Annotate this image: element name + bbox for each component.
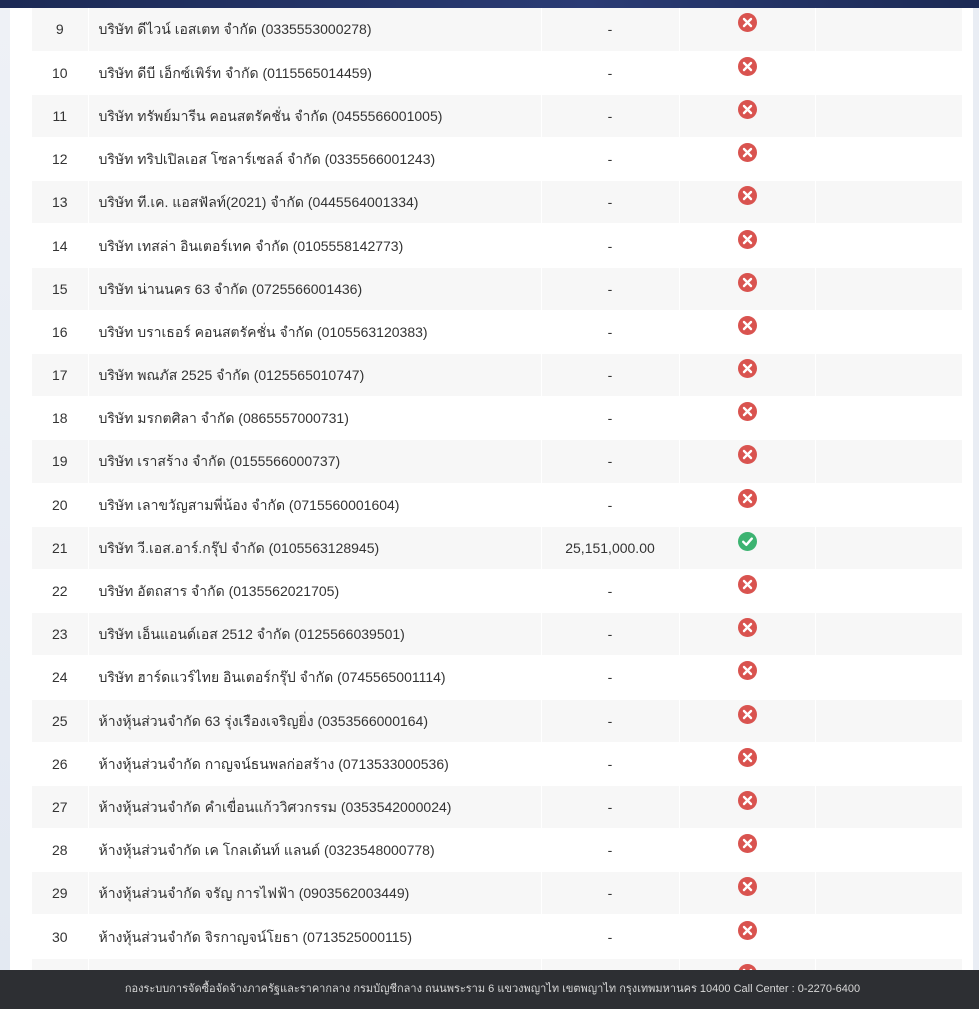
page-footer <box>0 970 979 1009</box>
status-cell <box>679 699 815 742</box>
extra-cell <box>815 440 962 483</box>
row-number: 18 <box>32 397 88 440</box>
bid-amount: - <box>541 354 679 397</box>
extra-cell <box>815 138 962 181</box>
company-name: ห้างหุ้นส่วนจำกัด จิรกาญจน์โยธา (0713525000115) <box>88 915 541 958</box>
table-row <box>32 742 962 785</box>
row-number: 20 <box>32 483 88 526</box>
close-circle-icon <box>738 445 757 464</box>
status-cell <box>679 829 815 872</box>
status-cell <box>679 138 815 181</box>
company-name: บริษัท น่านนคร 63 จำกัด (0725566001436) <box>88 267 541 310</box>
company-name: บริษัท ฮาร์ดแวร์ไทย อินเตอร์กรุ๊ป จำกัด (0745565001114) <box>88 656 541 699</box>
close-circle-icon <box>738 705 757 724</box>
row-number: 12 <box>32 138 88 181</box>
table-row <box>32 224 962 267</box>
status-cell <box>679 526 815 569</box>
status-cell <box>679 915 815 958</box>
extra-cell <box>815 310 962 353</box>
bid-amount: - <box>541 785 679 828</box>
row-number: 22 <box>32 569 88 612</box>
table-row <box>32 785 962 828</box>
row-number: 11 <box>32 94 88 137</box>
close-circle-icon <box>738 359 757 378</box>
table-row <box>32 94 962 137</box>
table-row <box>32 8 962 51</box>
close-circle-icon <box>738 791 757 810</box>
row-number: 10 <box>32 51 88 94</box>
extra-cell <box>815 354 962 397</box>
table-row <box>32 267 962 310</box>
row-number: 30 <box>32 915 88 958</box>
table-row <box>32 526 962 569</box>
extra-cell <box>815 915 962 958</box>
row-number <box>32 958 88 970</box>
close-circle-icon <box>738 13 757 32</box>
table-row <box>32 138 962 181</box>
close-circle-icon <box>738 230 757 249</box>
status-cell <box>679 440 815 483</box>
extra-cell <box>815 526 962 569</box>
right-scroll-gutter <box>973 8 979 970</box>
status-cell <box>679 958 815 970</box>
status-cell <box>679 94 815 137</box>
bid-amount: - <box>541 51 679 94</box>
check-circle-icon <box>738 532 757 551</box>
bid-amount: 25,151,000.00 <box>541 526 679 569</box>
table-row <box>32 51 962 94</box>
table-row <box>32 181 962 224</box>
row-number: 23 <box>32 613 88 656</box>
status-cell <box>679 267 815 310</box>
left-background <box>0 8 10 970</box>
table-row <box>32 310 962 353</box>
close-circle-icon <box>738 186 757 205</box>
results-table <box>32 8 963 970</box>
bid-amount: - <box>541 267 679 310</box>
status-cell <box>679 785 815 828</box>
company-name <box>88 958 541 970</box>
extra-cell <box>815 267 962 310</box>
company-name: บริษัท เราสร้าง จำกัด (0155566000737) <box>88 440 541 483</box>
bid-amount: - <box>541 656 679 699</box>
close-circle-icon <box>738 143 757 162</box>
company-name: บริษัท ที.เค. แอสฟัลท์(2021) จำกัด (0445564001334) <box>88 181 541 224</box>
row-number: 14 <box>32 224 88 267</box>
extra-cell <box>815 569 962 612</box>
status-cell <box>679 613 815 656</box>
extra-cell <box>815 958 962 970</box>
row-number: 29 <box>32 872 88 915</box>
company-name: ห้างหุ้นส่วนจำกัด คำเขื่อนแก้ววิศวกรรม (0353542000024) <box>88 785 541 828</box>
bid-amount: - <box>541 829 679 872</box>
status-cell <box>679 656 815 699</box>
company-name: บริษัท เอ็นแอนด์เอส 2512 จำกัด (0125566039501) <box>88 613 541 656</box>
top-header-bar <box>0 0 979 8</box>
row-number: 28 <box>32 829 88 872</box>
row-number: 9 <box>32 8 88 51</box>
table-row <box>32 613 962 656</box>
close-circle-icon <box>738 273 757 292</box>
table-row <box>32 915 962 958</box>
extra-cell <box>815 872 962 915</box>
status-cell <box>679 310 815 353</box>
table-row <box>32 440 962 483</box>
company-name: ห้างหุ้นส่วนจำกัด เค โกลเด้นท์ แลนด์ (0323548000778) <box>88 829 541 872</box>
close-circle-icon <box>738 100 757 119</box>
close-circle-icon <box>738 877 757 896</box>
bid-amount: - <box>541 8 679 51</box>
extra-cell <box>815 397 962 440</box>
close-circle-icon <box>738 661 757 680</box>
bid-amount: - <box>541 872 679 915</box>
close-circle-icon <box>738 489 757 508</box>
status-cell <box>679 354 815 397</box>
status-cell <box>679 872 815 915</box>
extra-cell <box>815 224 962 267</box>
table-row <box>32 699 962 742</box>
table-row <box>32 656 962 699</box>
row-number: 26 <box>32 742 88 785</box>
extra-cell <box>815 51 962 94</box>
bid-amount <box>541 958 679 970</box>
row-number: 27 <box>32 785 88 828</box>
bid-amount: - <box>541 569 679 612</box>
company-name: บริษัท มรกตศิลา จำกัด (0865557000731) <box>88 397 541 440</box>
company-name: บริษัท ดีไวน์ เอสเตท จำกัด (0335553000278) <box>88 8 541 51</box>
table-row <box>32 569 962 612</box>
row-number: 17 <box>32 354 88 397</box>
bid-amount: - <box>541 915 679 958</box>
status-cell <box>679 483 815 526</box>
close-circle-icon <box>738 834 757 853</box>
close-circle-icon <box>738 57 757 76</box>
row-number: 25 <box>32 699 88 742</box>
row-number: 15 <box>32 267 88 310</box>
footer-text: กองระบบการจัดซื้อจัดจ้างภาครัฐและราคากลาง กรมบัญชีกลาง ถนนพระราม 6 แขวงพญาไท เขตพญาไท กรุงเทพมหานคร 10400 Call Center : 0-2270-6400 <box>124 983 861 995</box>
company-name: บริษัท วี.เอส.อาร์.กรุ๊ป จำกัด (0105563128945) <box>88 526 541 569</box>
bid-amount: - <box>541 138 679 181</box>
status-cell <box>679 397 815 440</box>
bid-amount: - <box>541 181 679 224</box>
close-circle-icon <box>738 575 757 594</box>
table-row <box>32 829 962 872</box>
row-number: 19 <box>32 440 88 483</box>
company-name: บริษัท เลาขวัญสามพี่น้อง จำกัด (0715560001604) <box>88 483 541 526</box>
extra-cell <box>815 699 962 742</box>
company-name: บริษัท บราเธอร์ คอนสตรัคชั่น จำกัด (0105563120383) <box>88 310 541 353</box>
content-panel <box>10 8 973 970</box>
status-cell <box>679 224 815 267</box>
table-row <box>32 354 962 397</box>
status-cell <box>679 8 815 51</box>
close-circle-icon <box>738 316 757 335</box>
results-table-wrapper <box>32 8 962 970</box>
table-row <box>32 483 962 526</box>
extra-cell <box>815 8 962 51</box>
bid-amount: - <box>541 613 679 656</box>
company-name: ห้างหุ้นส่วนจำกัด กาญจน์ธนพลก่อสร้าง (0713533000536) <box>88 742 541 785</box>
bid-amount: - <box>541 94 679 137</box>
status-cell <box>679 181 815 224</box>
company-name: บริษัท ทรัพย์มารีน คอนสตรัคชั่น จำกัด (0455566001005) <box>88 94 541 137</box>
bid-amount: - <box>541 483 679 526</box>
extra-cell <box>815 94 962 137</box>
table-row <box>32 958 962 970</box>
company-name: บริษัท ดีบี เอ็กซ์เพิร์ท จำกัด (0115565014459) <box>88 51 541 94</box>
status-cell <box>679 51 815 94</box>
row-number: 24 <box>32 656 88 699</box>
extra-cell <box>815 656 962 699</box>
company-name: บริษัท พณภัส 2525 จำกัด (0125565010747) <box>88 354 541 397</box>
company-name: ห้างหุ้นส่วนจำกัด 63 รุ่งเรืองเจริญยิ่ง (0353566000164) <box>88 699 541 742</box>
extra-cell <box>815 613 962 656</box>
bid-amount: - <box>541 224 679 267</box>
extra-cell <box>815 829 962 872</box>
extra-cell <box>815 785 962 828</box>
close-circle-icon <box>738 748 757 767</box>
close-circle-icon <box>738 921 757 940</box>
extra-cell <box>815 483 962 526</box>
bid-amount: - <box>541 310 679 353</box>
row-number: 21 <box>32 526 88 569</box>
close-circle-icon <box>738 618 757 637</box>
results-table-body <box>32 8 962 970</box>
bid-amount: - <box>541 440 679 483</box>
close-circle-icon <box>738 402 757 421</box>
table-row <box>32 397 962 440</box>
row-number: 13 <box>32 181 88 224</box>
bid-amount: - <box>541 699 679 742</box>
status-cell <box>679 569 815 612</box>
bid-amount: - <box>541 397 679 440</box>
company-name: บริษัท เทสล่า อินเตอร์เทค จำกัด (0105558142773) <box>88 224 541 267</box>
company-name: บริษัท อัตถสาร จำกัด (0135562021705) <box>88 569 541 612</box>
bid-amount: - <box>541 742 679 785</box>
extra-cell <box>815 181 962 224</box>
status-cell <box>679 742 815 785</box>
table-row <box>32 872 962 915</box>
company-name: บริษัท ทริปเปิลเอส โซลาร์เซลล์ จำกัด (0335566001243) <box>88 138 541 181</box>
company-name: ห้างหุ้นส่วนจำกัด จรัญ การไฟฟ้า (0903562003449) <box>88 872 541 915</box>
row-number: 16 <box>32 310 88 353</box>
extra-cell <box>815 742 962 785</box>
